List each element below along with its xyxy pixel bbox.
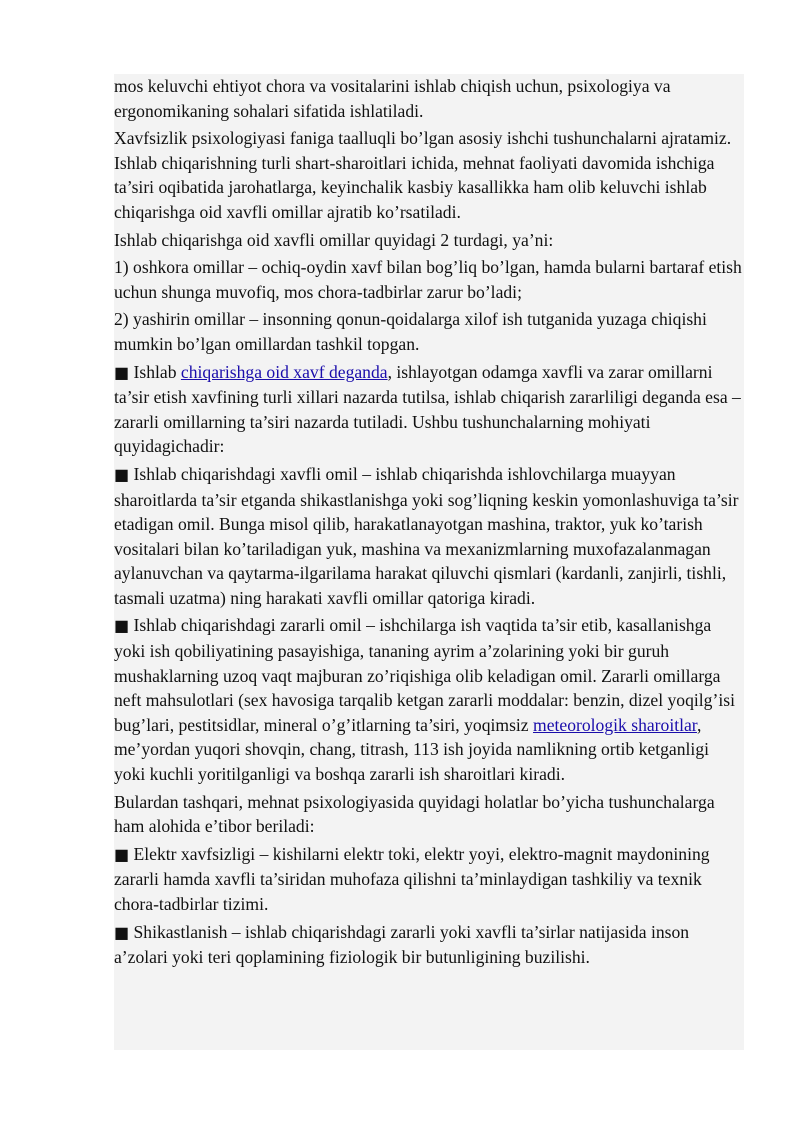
bullet-icon: ■ [114,362,130,382]
list-item-hidden-factors: 2) yashirin omillar – insonning qonun-qoidalarga xilof ish tutganida yuzaga chiqishi mumkin bo’lgan omillardan tashkil topgan. [114,309,707,354]
link-production-hazard[interactable]: chiqarishga oid xavf deganda [180,361,388,382]
document-page [114,74,744,1050]
bullet-danger-definition: ■ Ishlab chiqarishga oid xavf deganda, ishlayotgan odamga xavfli va zarar omillarni ta’sir etish xavfining turli xillari nazarda tutilsa, ishlab chiqarish zararliligi deganda esa – zararli omillarning ta’siri nazarda tutiladi. Ushbu tushunchalarning mohiyati quyidagichadir: [114,361,741,457]
bullet-icon: ■ [114,464,130,484]
list-item-overt-factors: 1) oshkora omillar – ochiq-oydin xavf bilan bog’liq bo’lgan, hamda bularni bartaraf etish uchun shunga muvofiq, mos chora-tadbirlar zarur bo’ladi; [114,257,742,302]
bullet-icon: ■ [114,844,130,864]
bullet-icon: ■ [114,616,130,636]
paragraph-additional: Bulardan tashqari, mehnat psixologiyasida quyidagi holatlar bo’yicha tushunchalarga ham alohida e’tibor beriladi: [114,791,715,837]
link-meteorological-conditions[interactable]: meteorologik sharoitlar [533,714,697,735]
bullet-electrical-safety: ■ Elektr xavfsizligi – kishilarni elektr toki, elektr yoyi, elektro-magnit maydonining zararli hamda xavfli ta’siridan muhofaza qilishni ta’minlaydigan tashkiliy va texnik chora-tadbirlar tizimi. [114,843,710,914]
bullet-injury: ■ Shikastlanish – ishlab chiqarishdagi zararli yoki xavfli ta’sirlar natijasida inson a’zolari yoki teri qoplamining fiziologik bir butunligining buzilishi. [114,921,690,968]
bullet-icon: ■ [114,922,130,942]
paragraph-intro: Xavfsizlik psixologiyasi faniga taalluqli bo’lgan asosiy ishchi tushunchalarni ajratamiz. Ishlab chiqarishning turli shart-sharoitlari ichida, mehnat faoliyati davomida ishchiga ta’siri oqibatida jarohatlarga, keyinchalik kasbiy kasallikka ham olib keluvchi ishlab chiqarishga oid xavfli omillar ajratib ko’rsatiladi. [114,128,732,222]
bullet-dangerous-factor: ■ Ishlab chiqarishdagi xavfli omil – ishlab chiqarishda ishlovchilarga muayyan sharoitlarda ta’sir etganda shikastlanishga yoki sog’liqning keskin yomonlashuviga ta’sir etadigan omil. Bunga misol qilib, harakatlanayotgan mashina, traktor, yuk ko’tarish vositalari bilan ko’tariladigan yuk, mashina va mexanizmlarning muxofazalanmagan aylanuvchan va qaytarma-ilgarilama harakat qiluvchi qismlari (kardanli, zanjirli, tishli, tasmali uzatma) ning harakati xavfli omillar qatoriga kiradi. [114,463,739,608]
paragraph-continuation: mos keluvchi ehtiyot chora va vositalarini ishlab chiqish uchun, psixologiya va ergonomikaning sohalari sifatida ishlatiladi. [114,76,671,121]
bullet-harmful-factor: ■ Ishlab chiqarishdagi zararli omil – ishchilarga ish vaqtida ta’sir etib, kasallanishga yoki ish qobiliyatining pasayishiga, tananing ayrim a’zolarining yoki bir guruh mushaklarning uzoq vaqt majburan zo’riqishiga olib keladigan omil. Zararli omillarga neft mahsulotlari (sex havosiga tarqalib ketgan zararli moddalar: benzin, dizel yoqilg’isi bug’lari, pestitsidlar, mineral o’g’itlarning ta’siri, yoqimsiz meteorologik sharoitlar, me’yordan yuqori shovqin, chang, titrash, 113 ish joyida namlikning ortib ketganligi yoki kuchli yoritilganligi va boshqa zararli ish sharoitlari kiradi. [114,615,735,785]
paragraph-types: Ishlab chiqarishga oid xavfli omillar quyidagi 2 turdagi, ya’ni: [114,229,554,250]
